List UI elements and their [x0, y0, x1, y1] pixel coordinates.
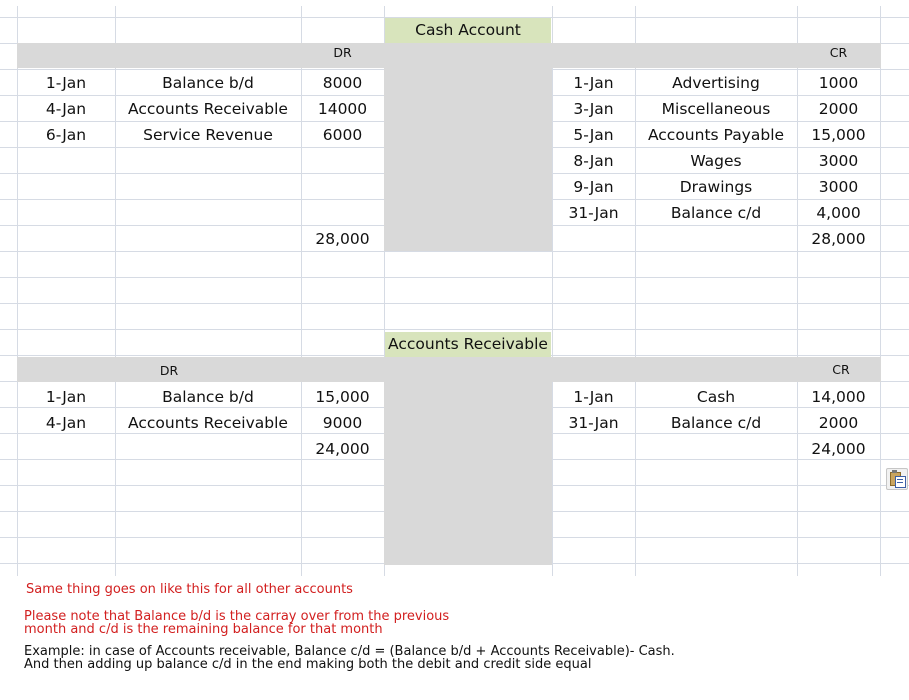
ar-debit-date[interactable]: 4-Jan — [45, 414, 87, 432]
cash-credit-desc[interactable]: Miscellaneous — [661, 100, 771, 118]
ar-debit-total[interactable]: 24,000 — [315, 440, 370, 458]
cash-credit-date[interactable]: 31-Jan — [568, 204, 619, 222]
note-line-1: Same thing goes on like this for all other accounts — [26, 582, 353, 597]
cash-account-title[interactable]: Cash Account — [385, 18, 551, 43]
ar-debit-desc[interactable]: Accounts Receivable — [128, 414, 288, 432]
cash-debit-date[interactable]: 4-Jan — [45, 100, 87, 118]
note-line-3b: And then adding up balance c/d in the end making both the debit and credit side equal — [24, 657, 592, 672]
ar-divider-column — [384, 382, 552, 565]
paper-line — [897, 479, 903, 480]
ar-dr-header: DR — [159, 363, 179, 378]
cash-credit-desc[interactable]: Drawings — [679, 178, 753, 196]
ar-credit-amount[interactable]: 14,000 — [811, 388, 866, 406]
gridline — [0, 303, 909, 304]
cash-cr-header: CR — [829, 45, 848, 60]
cash-debit-amount[interactable]: 8000 — [322, 74, 363, 92]
cash-credit-amount[interactable]: 3000 — [818, 152, 859, 170]
clipboard-paste-icon[interactable] — [886, 468, 908, 490]
ar-credit-date[interactable]: 1-Jan — [573, 388, 614, 406]
ar-debit-date[interactable]: 1-Jan — [45, 388, 87, 406]
cash-debit-desc[interactable]: Service Revenue — [143, 126, 273, 144]
ar-credit-total[interactable]: 24,000 — [811, 440, 866, 458]
cash-credit-amount[interactable]: 3000 — [818, 178, 859, 196]
cash-credit-date[interactable]: 1-Jan — [573, 74, 614, 92]
cash-credit-date[interactable]: 3-Jan — [573, 100, 614, 118]
cash-header-band — [17, 43, 881, 68]
gridline — [0, 251, 909, 252]
cash-credit-date[interactable]: 5-Jan — [573, 126, 614, 144]
cash-debit-date[interactable]: 1-Jan — [45, 74, 87, 92]
gridline — [0, 277, 909, 278]
ar-credit-amount[interactable]: 2000 — [818, 414, 859, 432]
ar-account-title[interactable]: Accounts Receivable — [385, 332, 551, 357]
cash-debit-desc[interactable]: Balance b/d — [162, 74, 254, 92]
note-line-2b: month and c/d is the remaining balance for that month — [24, 622, 383, 637]
paper-line — [897, 482, 903, 483]
cash-credit-desc[interactable]: Advertising — [672, 74, 760, 92]
cash-debit-desc[interactable]: Accounts Receivable — [128, 100, 288, 118]
cash-debit-total[interactable]: 28,000 — [315, 230, 370, 248]
cash-credit-date[interactable]: 9-Jan — [573, 178, 614, 196]
cash-credit-desc[interactable]: Balance c/d — [670, 204, 762, 222]
gridline — [880, 6, 881, 576]
clipboard-clip-icon — [892, 470, 897, 473]
ar-debit-amount[interactable]: 9000 — [322, 414, 363, 432]
cash-credit-date[interactable]: 8-Jan — [573, 152, 614, 170]
cash-credit-amount[interactable]: 2000 — [818, 100, 859, 118]
note-line-3a: Example: in case of Accounts receivable, Balance c/d = (Balance b/d + Accounts Receivable)- Cash. — [24, 644, 675, 659]
cash-credit-amount[interactable]: 4,000 — [816, 204, 861, 222]
cash-credit-desc[interactable]: Wages — [690, 152, 742, 170]
ar-debit-desc[interactable]: Balance b/d — [162, 388, 254, 406]
cash-dr-header: DR — [333, 45, 352, 60]
cash-credit-amount[interactable]: 15,000 — [811, 126, 866, 144]
ar-cr-header: CR — [832, 362, 850, 377]
cash-credit-total[interactable]: 28,000 — [811, 230, 866, 248]
cash-debit-amount[interactable]: 6000 — [322, 126, 363, 144]
note-line-2a: Please note that Balance b/d is the carray over from the previous — [24, 609, 450, 624]
gridline — [0, 329, 909, 330]
ar-credit-desc[interactable]: Cash — [696, 388, 736, 406]
cash-debit-date[interactable]: 6-Jan — [45, 126, 87, 144]
cash-debit-amount[interactable]: 14000 — [317, 100, 368, 118]
ar-debit-amount[interactable]: 15,000 — [315, 388, 370, 406]
cash-credit-amount[interactable]: 1000 — [818, 74, 859, 92]
cash-credit-desc[interactable]: Accounts Payable — [647, 126, 785, 144]
ar-credit-desc[interactable]: Balance c/d — [670, 414, 762, 432]
cash-divider-column — [384, 68, 552, 251]
ar-credit-date[interactable]: 31-Jan — [568, 414, 619, 432]
